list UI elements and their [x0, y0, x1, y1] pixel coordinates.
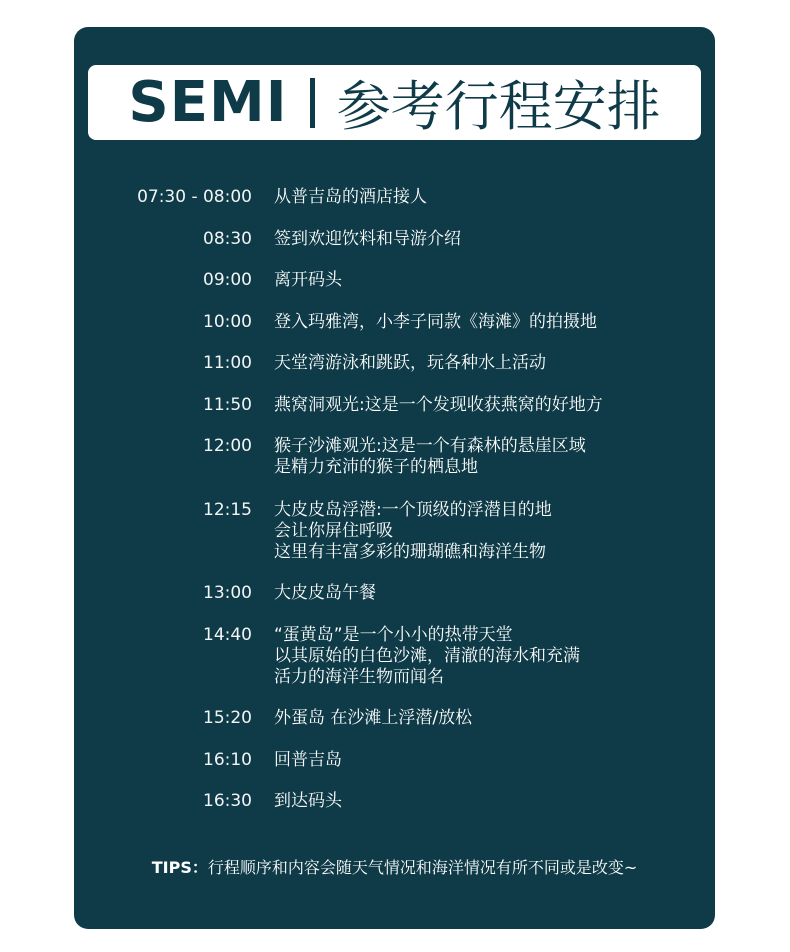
schedule-description	[274, 395, 704, 416]
schedule-line: 猴子沙滩观光:这是一个有森林的悬崖区域	[274, 436, 586, 456]
tips-label: TIPS：	[151, 858, 208, 877]
schedule-time: 12:15	[203, 500, 252, 520]
schedule-line: 从普吉岛的酒店接人	[274, 187, 427, 207]
schedule-line: 是精力充沛的猴子的栖息地	[274, 457, 478, 477]
schedule-line: 到达码头	[274, 791, 342, 811]
schedule-time: 15:20	[203, 708, 252, 728]
schedule-time: 09:00	[203, 270, 252, 290]
schedule-line: 离开码头	[274, 270, 342, 290]
schedule-description	[274, 500, 704, 563]
schedule-description	[274, 791, 704, 812]
schedule-description	[274, 708, 704, 729]
title-banner	[88, 65, 701, 140]
page-title: 参考行程安排	[336, 75, 661, 138]
schedule-description	[274, 583, 704, 604]
schedule-time: 14:40	[203, 625, 252, 645]
schedule-line: 燕窝洞观光:这是一个发现收获燕窝的好地方	[274, 395, 603, 415]
schedule-description	[274, 312, 704, 333]
schedule-description	[274, 750, 704, 771]
itinerary-card	[74, 27, 715, 929]
schedule-description	[274, 229, 704, 250]
schedule-time: 10:00	[203, 312, 252, 332]
schedule-description	[274, 436, 704, 478]
schedule-line: 天堂湾游泳和跳跃，玩各种水上活动	[274, 353, 546, 373]
schedule-line: 登入玛雅湾，小李子同款《海滩》的拍摄地	[274, 312, 597, 332]
schedule-time: 16:10	[203, 750, 252, 770]
schedule-line: 活力的海洋生物而闻名	[274, 667, 444, 687]
tips-text: 行程顺序和内容会随天气情况和海洋情况有所不同或是改变~	[207, 858, 638, 877]
schedule-line: 外蛋岛 在沙滩上浮潜/放松	[274, 708, 473, 728]
schedule-description	[274, 187, 704, 208]
schedule-time: 16:30	[203, 791, 252, 811]
schedule-line: 回普吉岛	[274, 750, 342, 770]
schedule-line: 会让你屏住呼吸	[274, 521, 393, 541]
schedule-time: 13:00	[203, 583, 252, 603]
brand-logo-text: SEMI	[128, 70, 288, 135]
tips-note	[74, 855, 715, 878]
schedule-line: 签到欢迎饮料和导游介绍	[274, 229, 461, 249]
schedule-line: 大皮皮岛午餐	[274, 583, 376, 603]
schedule-description	[274, 353, 704, 374]
schedule-line: 这里有丰富多彩的珊瑚礁和海洋生物	[274, 542, 546, 562]
title-divider	[310, 78, 315, 128]
schedule-time: 08:30	[203, 229, 252, 249]
schedule-time: 07:30 - 08:00	[137, 187, 252, 207]
schedule-description	[274, 270, 704, 291]
schedule-line: 以其原始的白色沙滩，清澈的海水和充满	[274, 646, 580, 666]
schedule-time: 11:00	[203, 353, 252, 373]
schedule-time: 11:50	[203, 395, 252, 415]
schedule-description	[274, 625, 704, 688]
schedule-time: 12:00	[203, 436, 252, 456]
schedule-line: “蛋黄岛”是一个小小的热带天堂	[274, 625, 513, 645]
schedule-line: 大皮皮岛浮潜:一个顶级的浮潜目的地	[274, 500, 552, 520]
